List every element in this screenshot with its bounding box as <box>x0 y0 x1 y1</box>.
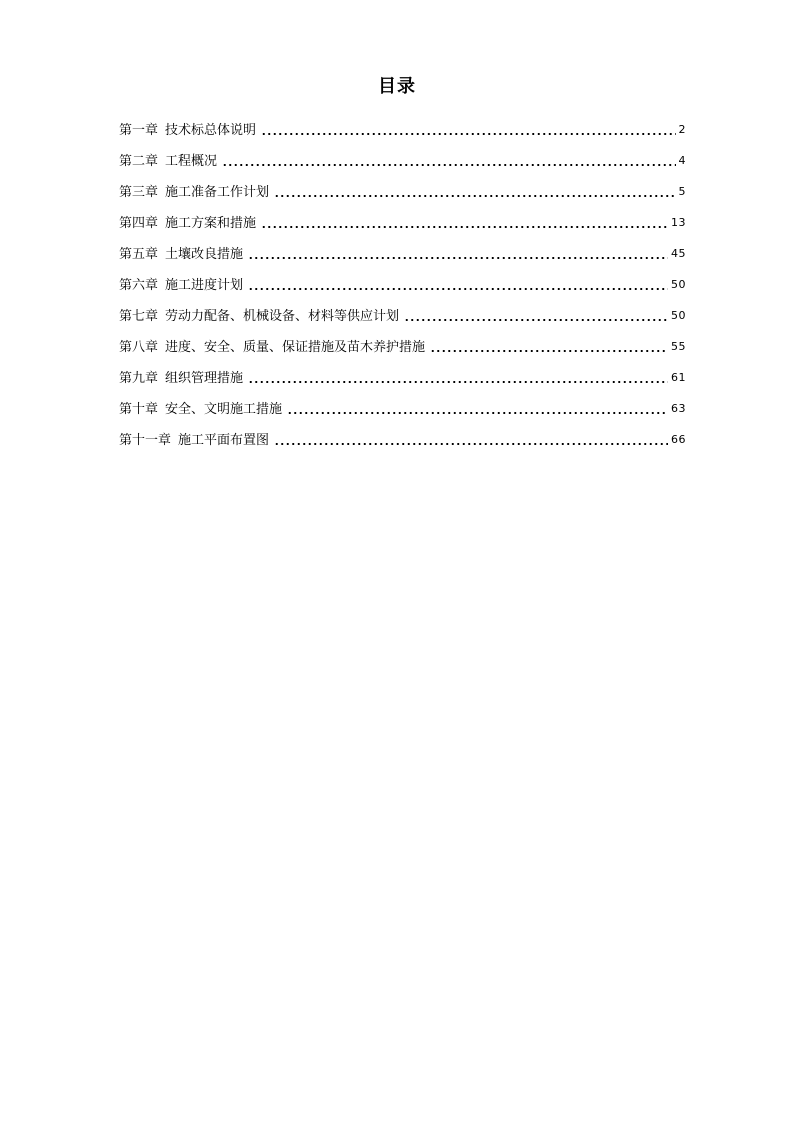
toc-entry[interactable] <box>119 389 686 420</box>
toc-chapter-number: 第七章 <box>119 309 159 324</box>
toc-chapter-heading: 组织管理措施 <box>165 371 244 386</box>
toc-chapter-number: 第十一章 <box>119 433 172 448</box>
toc-page-number: 55 <box>671 340 686 353</box>
toc-dot-leader <box>222 163 675 167</box>
toc-chapter-heading: 劳动力配备、机械设备、材料等供应计划 <box>165 309 400 324</box>
toc-page-number: 50 <box>671 309 686 322</box>
toc-page-number: 66 <box>671 433 686 446</box>
toc-chapter-heading: 施工方案和措施 <box>165 216 257 231</box>
toc-chapter-heading: 工程概况 <box>165 154 218 169</box>
toc-dot-leader <box>248 287 668 291</box>
toc-page-number: 4 <box>678 154 686 167</box>
toc-chapter-heading: 安全、文明施工措施 <box>165 402 283 417</box>
toc-chapter-number: 第三章 <box>119 185 159 200</box>
toc-chapter-number: 第一章 <box>119 123 159 138</box>
toc-entry[interactable] <box>119 172 686 203</box>
toc-dot-leader <box>261 132 675 136</box>
toc-dot-leader <box>274 194 675 198</box>
toc-dot-leader <box>404 318 668 322</box>
toc-page-number: 50 <box>671 278 686 291</box>
toc-page-number: 61 <box>671 371 686 384</box>
toc-dot-leader <box>287 411 668 415</box>
toc-chapter-number: 第四章 <box>119 216 159 231</box>
toc-dot-leader <box>430 349 668 353</box>
toc-page-number: 45 <box>671 247 686 260</box>
toc-page-number: 2 <box>678 123 686 136</box>
toc-entry[interactable] <box>119 265 686 296</box>
toc-entry[interactable] <box>119 420 686 451</box>
toc-chapter-heading: 进度、安全、质量、保证措施及苗木养护措施 <box>165 340 426 355</box>
toc-chapter-number: 第九章 <box>119 371 159 386</box>
toc-chapter-number: 第八章 <box>119 340 159 355</box>
toc-entry[interactable] <box>119 141 686 172</box>
toc-page-number: 63 <box>671 402 686 415</box>
toc-entry[interactable] <box>119 234 686 265</box>
toc-chapter-heading: 施工准备工作计划 <box>165 185 270 200</box>
toc-chapter-heading: 施工进度计划 <box>165 278 244 293</box>
toc-entry[interactable] <box>119 327 686 358</box>
toc-page-number: 13 <box>671 216 686 229</box>
toc-chapter-number: 第五章 <box>119 247 159 262</box>
toc-dot-leader <box>248 380 668 384</box>
toc-dot-leader <box>261 225 668 229</box>
toc-title: 目录 <box>378 76 416 97</box>
toc-chapter-number: 第十章 <box>119 402 159 417</box>
toc-chapter-number: 第二章 <box>119 154 159 169</box>
toc-dot-leader <box>274 442 668 446</box>
toc-entry[interactable] <box>119 110 686 141</box>
toc-entry[interactable] <box>119 203 686 234</box>
toc-chapter-number: 第六章 <box>119 278 159 293</box>
toc-chapter-heading: 土壤改良措施 <box>165 247 244 262</box>
toc-dot-leader <box>248 256 668 260</box>
toc-entry[interactable] <box>119 358 686 389</box>
toc-entry[interactable] <box>119 296 686 327</box>
toc-page-number: 5 <box>678 185 686 198</box>
toc-chapter-heading: 施工平面布置图 <box>178 433 270 448</box>
table-of-contents <box>119 110 686 451</box>
toc-chapter-heading: 技术标总体说明 <box>165 123 257 138</box>
